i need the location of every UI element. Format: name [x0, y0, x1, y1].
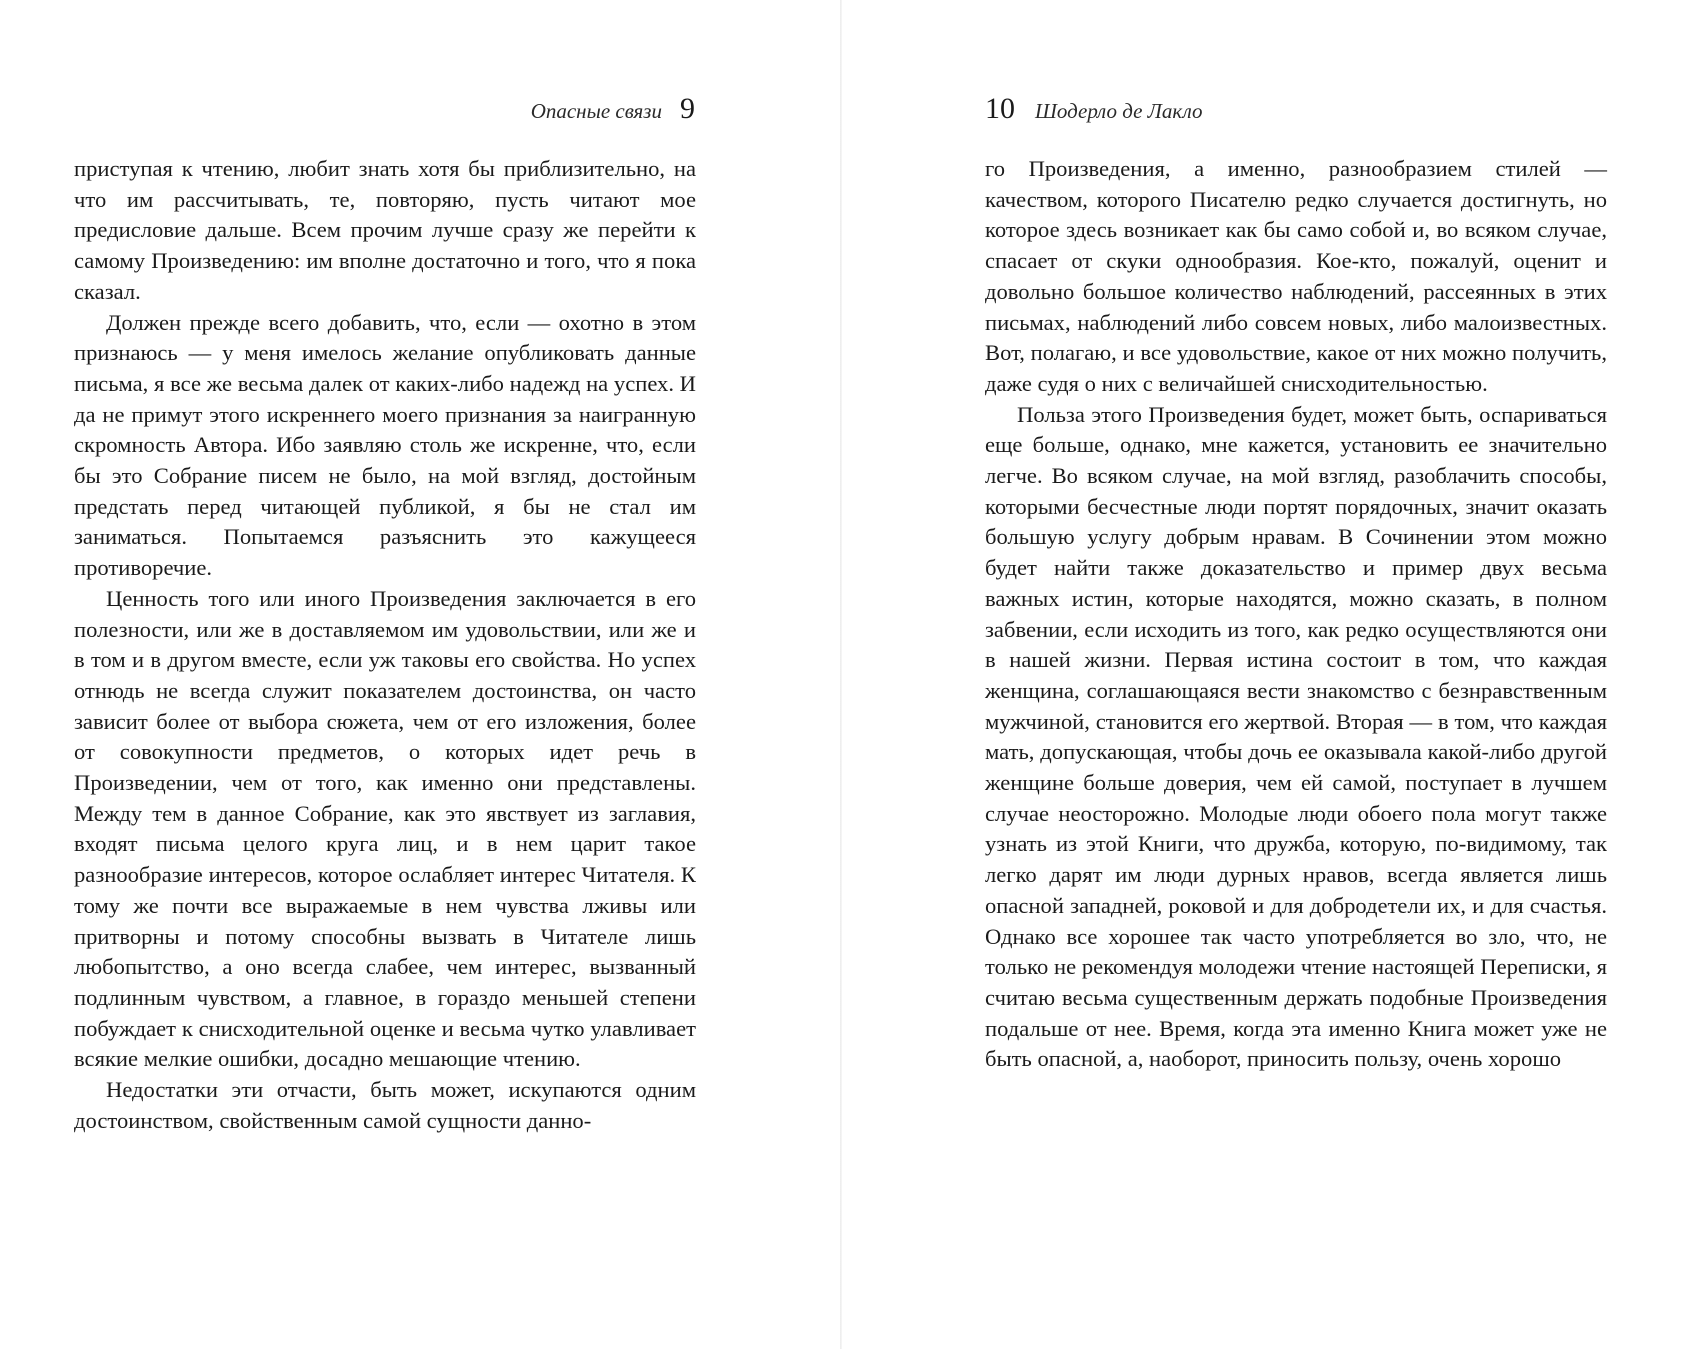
running-title: Шодерло де Лакло — [1035, 99, 1203, 123]
left-text-block — [74, 154, 696, 1137]
running-title: Опасные связи — [530, 99, 662, 123]
paragraph: Польза этого Произведения будет, может быть, оспариваться еще больше, однако, мне кажется, установить ее значительно легче. Во всяком случае, на мой взгляд, разоблачить способы, которыми бесчестные люди портят порядочных, значит оказать большую услугу добрым нравам. В Сочинении этом можно будет найти также доказательство и пример двух весьма важных истин, которые находятся, можно сказать, в полном забвении, если исходить из того, как редко осуществляются они в нашей жизни. Первая истина состоит в том, что каждая женщина, соглашающаяся вести знакомство с безнравственным мужчиной, становится его жертвой. Вторая — в том, что каждая мать, допускающая, чтобы дочь ее оказывала какой-либо другой женщине больше доверия, чем ей самой, поступает в лучшем случае неосторожно. Молодые люди обоего пола могут также узнать из этой Книги, что дружба, которую, по-видимому, так легко дарят им люди дурных нравов, всегда является лишь опасной западней, роковой и для добродетели их, и для счастья. Однако все хорошее так часто употребляется во зло, что, не только не рекомендуя молодежи чтение настоящей Переписки, я считаю весьма существенным держать подобные Произведения подальше от нее. Время, когда эта именно Книга может уже не быть опасной, а, наоборот, приносить пользу, очень хорошо — [985, 401, 1607, 1072]
right-text-block — [985, 154, 1607, 1075]
page-number: 10 — [985, 92, 1015, 125]
right-page — [842, 0, 1684, 1349]
paragraph: Должен прежде всего добавить, что, если — охотно в этом признаюсь — у меня имелось желание опубликовать данные письма, я все же весьма далек от каких-либо надежд на успех. И да не примут этого искреннего моего признания за наигранную скромность Автора. Ибо заявляю столь же искренне, что, если бы это Собрание писем не было, на мой взгляд, достойным предстать перед читающей публикой, я бы не стал им заниматься. Попытаемся разъяснить это кажущееся противоречие. — [74, 309, 696, 581]
page-number: 9 — [680, 92, 695, 125]
paragraph: Ценность того или иного Произведения заключается в его полезности, или же в доставляемом им удовольствии, или же и в том и в другом вместе, если уж таковы его свойства. Но успех отнюдь не всегда служит показателем достоинства, он часто зависит более от выбора сюжета, чем от его изложения, более от совокупности предметов, о которых идет речь в Произведении, чем от того, как именно они представлены. Между тем в данное Собрание, как это явствует из заглавия, входят письма целого круга лиц, и в нем царит такое разнообразие интересов, которое ослабляет интерес Читателя. К тому же почти все выражаемые в нем чувства лживы или притворны и потому способны вызвать в Читателе лишь любопытство, а оно всегда слабее, чем интерес, вызванный подлинным чувством, а главное, в гораздо меньшей степени побуждает к снисходительной оценке и весьма чутко улавливает всякие мелкие ошибки, досадно мешающие чтению. — [74, 585, 696, 1072]
left-running-head — [531, 92, 695, 132]
paragraph: Недостатки эти отчасти, быть может, искупаются одним достоинством, свойственным самой сущности данно- — [74, 1077, 696, 1133]
paragraph: приступая к чтению, любит знать хотя бы приблизительно, на что им рассчитывать, те, повторяю, пусть читают мое предисловие дальше. Всем прочим лучше сразу же перейти к самому Произведению: им вполне достаточно и того, что я пока сказал. — [74, 156, 696, 304]
right-running-head — [985, 92, 1203, 132]
paragraph: го Произведения, а именно, разнообразием стилей — качеством, которого Писателю редко случается достигнуть, но которое здесь возникает как бы само собой и, во всяком случае, спасает от скуки однообразия. Кое-кто, пожалуй, оценит и довольно большое количество наблюдений, рассеянных в этих письмах, наблюдений либо совсем новых, либо малоизвестных. Вот, полагаю, и все удовольствие, какое от них можно получить, даже судя о них с величайшей снисходительностью. — [985, 156, 1607, 396]
left-page — [0, 0, 840, 1349]
